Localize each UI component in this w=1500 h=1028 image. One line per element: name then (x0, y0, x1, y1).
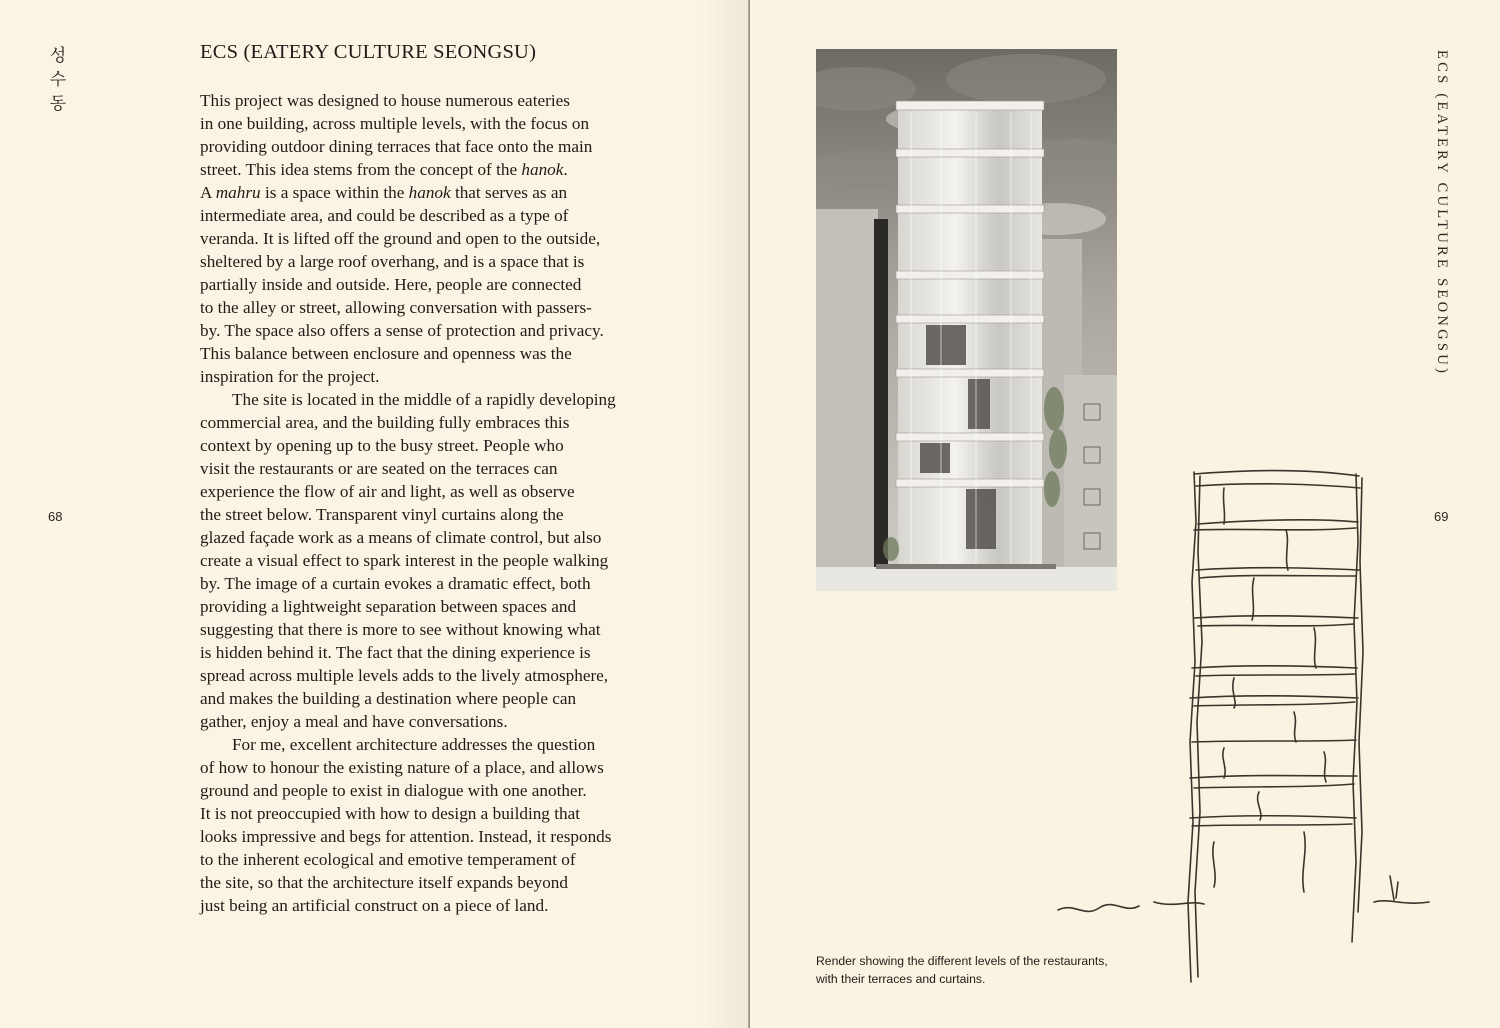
body-line: providing a lightweight separation between spaces and (200, 597, 577, 616)
body-line: glazed façade work as a means of climate control, but also (200, 528, 602, 547)
body-line: by. The space also offers a sense of protection and privacy. (200, 321, 604, 340)
left-page (0, 0, 748, 1028)
body-line: context by opening up to the busy street. People who (200, 436, 564, 455)
body-line: and makes the building a destination where people can (200, 689, 577, 708)
body-line: experience the flow of air and light, as well as observe (200, 482, 575, 501)
body-line: to the inherent ecological and emotive temperament of (200, 850, 576, 869)
body-line: by. The image of a curtain evokes a dramatic effect, both (200, 574, 591, 593)
running-head-vertical (1433, 50, 1451, 380)
korean-char: 성 (49, 46, 67, 66)
body-line: of how to honour the existing nature of a place, and allows (200, 758, 604, 777)
body-line: commercial area, and the building fully embraces this (200, 413, 570, 432)
body-line: the street below. Transparent vinyl curtains along the (200, 505, 564, 524)
body-line: intermediate area, and could be described as a type of (200, 206, 569, 225)
body-line: A mahru is a space within the hanok that serves as an (200, 183, 568, 202)
body-line: For me, excellent architecture addresses the question (232, 735, 596, 754)
body-line: partially inside and outside. Here, people are connected (200, 275, 582, 294)
korean-char: 동 (49, 94, 67, 114)
building-sketch-drawing (1054, 462, 1434, 992)
korean-district-title (47, 44, 69, 116)
page-number-left: 68 (48, 509, 63, 524)
body-line: just being an artificial construct on a piece of land. (200, 896, 549, 915)
body-line: It is not preoccupied with how to design a building that (200, 804, 580, 823)
body-line: spread across multiple levels adds to the lively atmosphere, (200, 666, 609, 685)
body-line: is hidden behind it. The fact that the dining experience is (200, 643, 591, 662)
body-line: create a visual effect to spark interest in the people walking (200, 551, 609, 570)
body-line: visit the restaurants or are seated on the terraces can (200, 459, 558, 478)
body-line: veranda. It is lifted off the ground and open to the outside, (200, 229, 601, 248)
page-number-right: 69 (1434, 509, 1449, 524)
body-line: gather, enjoy a meal and have conversations. (200, 712, 508, 731)
body-line: the site, so that the architecture itself expands beyond (200, 873, 568, 892)
gutter-shadow-left (700, 0, 748, 1028)
body-line: looks impressive and begs for attention. Instead, it responds (200, 827, 612, 846)
body-line: providing outdoor dining terraces that face onto the main (200, 137, 593, 156)
body-line: street. This idea stems from the concept of the hanok. (200, 160, 568, 179)
chapter-title: ECS (EATERY CULTURE SEONGSU) (200, 41, 537, 63)
korean-char: 수 (49, 70, 67, 90)
body-line: suggesting that there is more to see without knowing what (200, 620, 601, 639)
body-line: This project was designed to house numerous eateries (200, 91, 570, 110)
body-line: inspiration for the project. (200, 367, 380, 386)
image-caption: Render showing the different levels of the restaurants, with their terraces and curtains. (816, 954, 1108, 986)
running-head-text: ECS (EATERY CULTURE SEONGSU) (1434, 50, 1450, 377)
body-text (200, 89, 690, 917)
body-line: sheltered by a large roof overhang, and is a space that is (200, 252, 585, 271)
body-line: This balance between enclosure and openness was the (200, 344, 572, 363)
body-line: to the alley or street, allowing conversation with passers- (200, 298, 592, 317)
body-line: ground and people to exist in dialogue with one another. (200, 781, 587, 800)
body-line: The site is located in the middle of a rapidly developing (232, 390, 616, 409)
body-line: in one building, across multiple levels, with the focus on (200, 114, 590, 133)
